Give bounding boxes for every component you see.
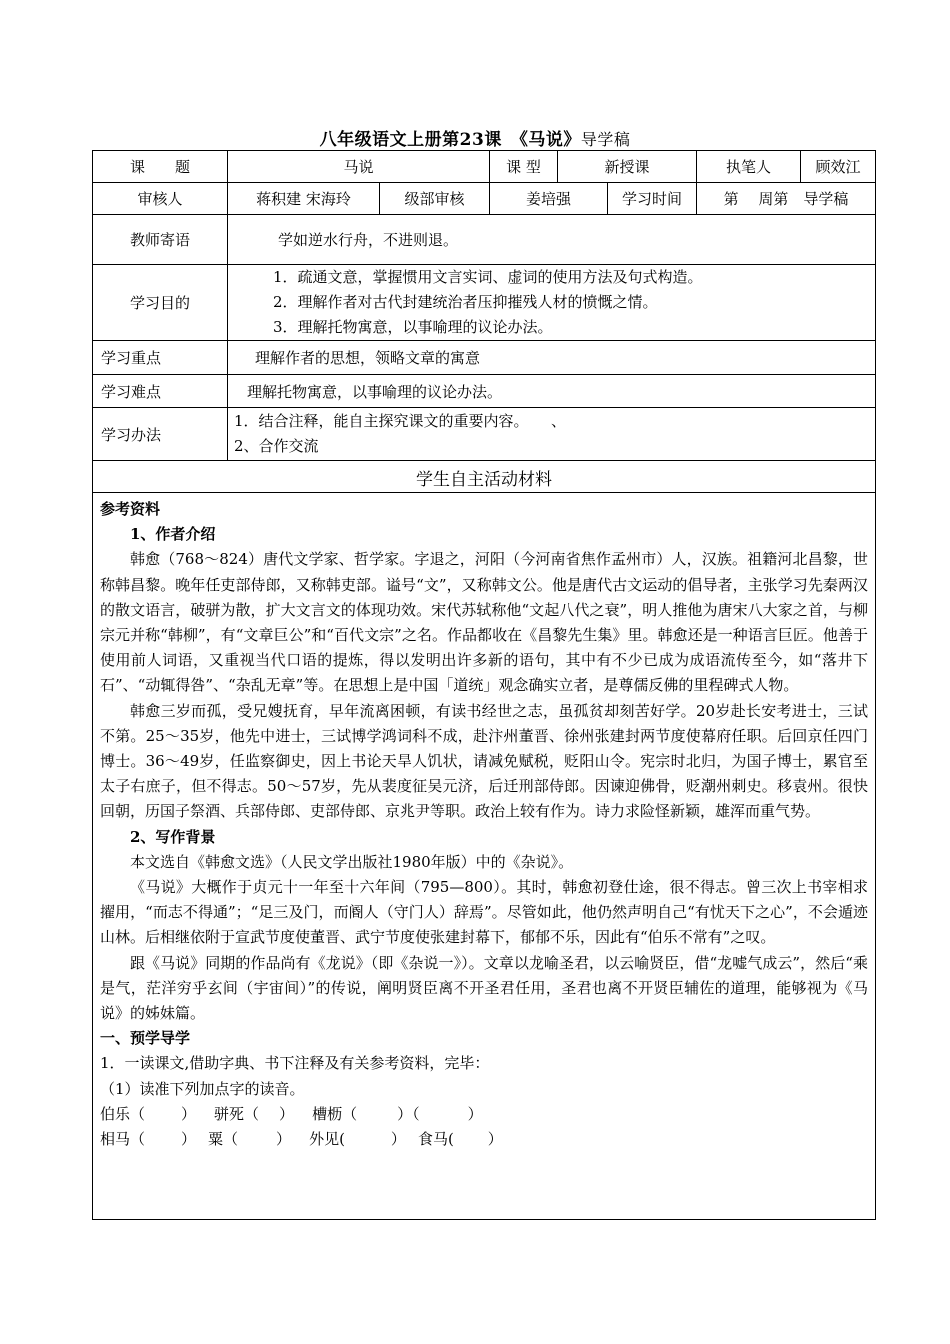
word-bole: 伯乐（ xyxy=(100,1104,146,1123)
word-su: 粟（ xyxy=(208,1130,239,1149)
method-label: 学习办法 xyxy=(101,425,162,444)
table-rule xyxy=(92,460,876,461)
table-border-bottom xyxy=(92,1219,876,1220)
background-paragraph-2: 《马说》大概作于贞元十一年至十六年间（795—800）。其时，韩愈初登仕途，很不得志。曾三次上书宰相求擢用，“而志不得通”；“足三及门，而阍人（守门人）辞焉”。尽管如此，他仍然声明自己“有忧天下之心”，不会遁迹山林。后相继依附于宣武节度使董晋、武宁节度使张建封幕下，郁郁不乐，因此有“伯乐不常有”之叹。 xyxy=(100,878,868,947)
type-label: 课 型 xyxy=(506,158,541,176)
word-xiangma: 相马（ xyxy=(100,1130,146,1149)
time-label: 学习时间 xyxy=(621,190,682,208)
author-value: 顾效江 xyxy=(815,158,861,176)
author-label: 执笔人 xyxy=(725,158,771,176)
motto-label: 教师寄语 xyxy=(129,231,190,249)
blank-close: ） xyxy=(467,1104,483,1123)
table-border-right xyxy=(875,150,876,1220)
background-heading: 2、写作背景 xyxy=(130,827,216,846)
word-waixian: 外见( xyxy=(309,1130,345,1149)
background-paragraph-1: 本文选自《韩愈文选》（人民文学出版社1980年版）中的《杂说》。 xyxy=(130,852,574,871)
topic-value: 马说 xyxy=(343,158,374,176)
goal-item: 3．理解托物寓意，以事喻理的议论办法。 xyxy=(273,318,553,336)
goal-item: 1．疏通文意，掌握惯用文言实词、虚词的使用方法及句式构造。 xyxy=(273,268,703,286)
dept-label: 级部审核 xyxy=(404,190,465,208)
methods-list xyxy=(234,409,566,459)
goals-list xyxy=(273,265,703,340)
background-paragraph-3: 跟《马说》同期的作品尚有《龙说》（即《杂说一》）。文章以龙喻圣君，以云喻贤臣，借“龙嘘气成云”，然后“乘是气，茫洋穷乎玄间（宇宙间）”的传说，阐明贤臣离不开圣君任用，圣君也离不开贤臣辅佐的道理，能够视为《马说》的姊妹篇。 xyxy=(100,953,868,1023)
difficulty-value: 理解托物寓意，以事喻理的议论办法。 xyxy=(247,382,503,401)
method-item: 2、合作交流 xyxy=(234,437,319,455)
ref-heading: 参考资料 xyxy=(100,500,161,518)
blank-close: ） xyxy=(181,1104,197,1123)
reviewer-value: 蒋积建 宋海玲 xyxy=(256,190,351,208)
author-paragraph-2: 韩愈三岁而孤，受兄嫂抚育，早年流离困顿，有读书经世之志，虽孤贫却刻苦好学。20岁赴长安考进士，三试不第。25～35岁，他先中进士，三试博学鸿词科不成，赴汴州董晋、徐州张建封两节度使幕府任职。后回京任四门博士。36～49岁，任监察御史，因上书论天旱人饥状，请减免赋税，贬阳山令。宪宗时北归，为国子博士，累官至太子右庶子，但不得志。50～57岁，先从裴度征吴元济，后迁刑部侍郎。因谏迎佛骨，贬潮州刺史。移袁州。很快回朝，历国子祭酒、兵部侍郎、吏部侍郎、京兆尹等职。政治上较有作为。诗力求险怪新颖，雄浑而重气势。 xyxy=(100,701,868,821)
goals-label: 学习目的 xyxy=(129,294,190,312)
section-title: 学生自主活动材料 xyxy=(416,469,552,490)
blank-close: ） xyxy=(390,1130,406,1149)
blank-mid: ）（ xyxy=(397,1104,420,1123)
author-paragraph-1: 韩愈（768～824）唐代文学家、哲学家。字退之，河阳（今河南省焦作孟州市）人，汉族。祖籍河北昌黎，世称韩昌黎。晚年任吏部侍郎，又称韩吏部。谥号“文”，又称韩文公。他是唐代古文运动的倡导者，主张学习先秦两汉的散文语言，破骈为散，扩大文言文的体现功效。宋代苏轼称他“文起八代之衰”，明人推他为唐宋八大家之首，与柳宗元并称“韩柳”，有“文章巨公”和“百代文宗”之名。作品都收在《昌黎先生集》里。韩愈还是一种语言巨匠。他善于使用前人词语，又重视当代口语的提炼，得以发明出许多新的语句，其中有不少已成为成语流传至今，如“落井下石”、“动辄得咎”、“杂乱无章”等。在思想上是中国「道统」观念确实立者，是尊儒反佛的里程碑式人物。 xyxy=(100,550,868,695)
focus-value: 理解作者的思想，领略文章的寓意 xyxy=(255,349,481,367)
motto-value: 学如逆水行舟，不进则退。 xyxy=(278,231,459,249)
time-value: 第 周第 导学稿 xyxy=(723,190,849,208)
reviewer-label: 审核人 xyxy=(137,190,183,208)
pronunciation-line-1 xyxy=(100,1102,868,1127)
word-caoli: 槽枥（ xyxy=(312,1104,358,1123)
word-sima: 食马( xyxy=(417,1130,454,1149)
blank-close: ） xyxy=(487,1130,503,1149)
table-rule xyxy=(92,492,876,493)
dept-value: 姜培强 xyxy=(525,190,571,208)
type-value: 新授课 xyxy=(604,158,650,176)
method-item: 1．结合注释，能自主探究课文的重要内容。 、 xyxy=(234,412,567,430)
word-pianxi: 骈死（ xyxy=(214,1104,260,1123)
title-sub: 导学稿 xyxy=(580,130,631,149)
reference-material xyxy=(100,497,868,1152)
blank-close: ） xyxy=(276,1130,292,1149)
title-main: 八年级语文上册第23课 《马说》 xyxy=(319,130,581,150)
topic-label: 课 题 xyxy=(129,158,190,176)
difficulty-label: 学习难点 xyxy=(101,382,162,401)
focus-label: 学习重点 xyxy=(101,349,162,367)
preview-question-1a: （1）读准下列加点字的读音。 xyxy=(100,1079,305,1098)
blank-close: ） xyxy=(181,1130,197,1149)
blank-close: ） xyxy=(279,1104,295,1123)
pronunciation-line-2 xyxy=(100,1127,868,1152)
preview-heading: 一、预学导学 xyxy=(100,1029,191,1048)
preview-question-1: 1．一读课文,借助字典、书下注释及有关参考资料，完毕： xyxy=(100,1054,490,1073)
author-heading: 1、作者介绍 xyxy=(130,525,216,544)
document-title xyxy=(0,125,950,150)
goal-item: 2．理解作者对古代封建统治者压抑摧残人材的愤慨之情。 xyxy=(273,293,658,311)
